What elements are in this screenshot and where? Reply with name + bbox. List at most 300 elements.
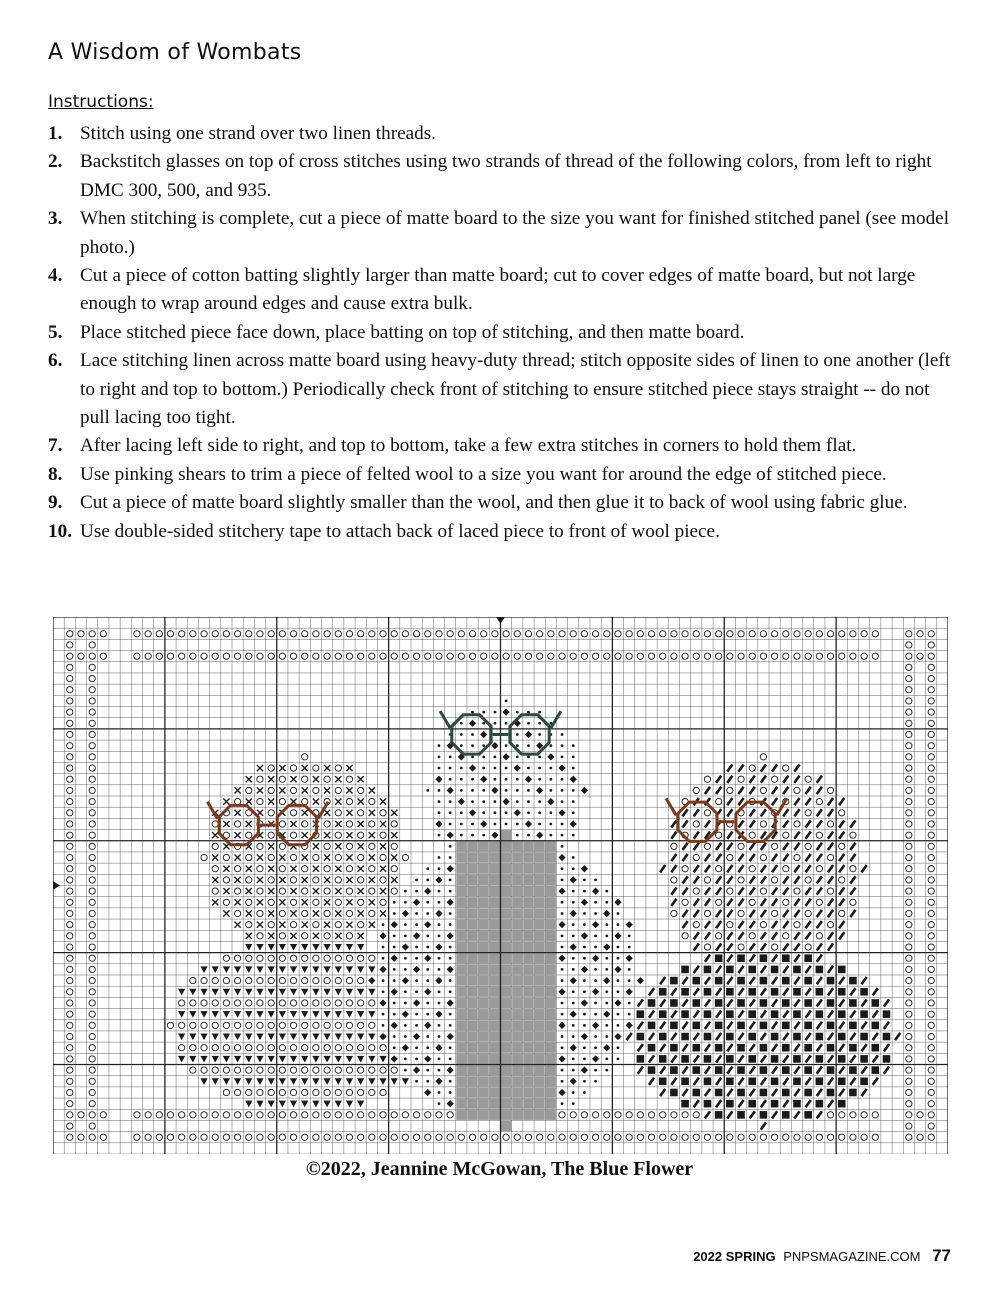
stitch-diamond — [626, 1022, 633, 1029]
stitch-slash — [716, 876, 721, 883]
stitch-circle — [212, 888, 218, 894]
stitch-diamond — [525, 731, 532, 738]
stitch-circle — [67, 709, 73, 715]
stitch-slash — [850, 1011, 855, 1018]
stitch-circle — [436, 653, 442, 659]
stitch-dot — [426, 946, 429, 949]
stitch-block — [860, 1033, 868, 1041]
stitch-circle — [67, 810, 73, 816]
stitch-circle — [89, 922, 95, 928]
stitch-circle — [906, 765, 912, 771]
stitch-block — [838, 966, 846, 974]
stitch-triangle — [245, 1078, 252, 1085]
stitch-slash — [794, 943, 799, 950]
stitch-slash — [649, 1033, 654, 1040]
list-item — [48, 432, 953, 460]
stitch-dot — [572, 1069, 575, 1072]
stitch-block — [871, 999, 879, 1007]
stitch-slash — [783, 787, 788, 794]
stitch-circle — [179, 631, 185, 637]
stitch-cross — [369, 787, 375, 793]
page-footer — [693, 1246, 951, 1266]
stitch-circle — [167, 631, 173, 637]
stitch-circle — [67, 866, 73, 872]
stitch-gray — [479, 875, 489, 885]
stitch-circle — [771, 776, 777, 782]
stitch-circle — [827, 653, 833, 659]
stitch-diamond — [614, 966, 621, 973]
stitch-block — [737, 1066, 745, 1074]
stitch-circle — [906, 933, 912, 939]
stitch-gray — [546, 1076, 556, 1086]
stitch-diamond — [637, 977, 644, 984]
stitch-circle — [928, 787, 934, 793]
stitch-triangle — [324, 1011, 331, 1018]
stitch-circle — [257, 1067, 263, 1073]
stitch-circle — [268, 653, 274, 659]
stitch-dot — [628, 979, 631, 982]
stitch-slash — [783, 1011, 788, 1018]
stitch-diamond — [558, 888, 565, 895]
stitch-block — [748, 1100, 756, 1108]
stitch-slash — [716, 910, 721, 917]
stitch-circle — [861, 1134, 867, 1140]
stitch-block — [704, 1077, 712, 1085]
stitch-block — [871, 1022, 879, 1030]
stitch-cross — [268, 910, 274, 916]
stitch-circle — [167, 1134, 173, 1140]
stitch-circle — [380, 1112, 386, 1118]
stitch-dot — [505, 778, 508, 781]
stitch-gray — [479, 1054, 489, 1064]
stitch-diamond — [413, 1067, 420, 1074]
stitch-circle — [738, 1134, 744, 1140]
stitch-gray — [479, 931, 489, 941]
stitch-triangle — [290, 1056, 297, 1063]
stitch-gray — [546, 1087, 556, 1097]
stitch-block — [637, 1010, 645, 1018]
stitch-slash — [750, 943, 755, 950]
stitch-circle — [928, 899, 934, 905]
stitch-diamond — [592, 988, 599, 995]
stitch-gray — [501, 886, 511, 896]
stitch-dot — [527, 767, 530, 770]
stitch-dot — [449, 767, 452, 770]
stitch-dot — [494, 778, 497, 781]
stitch-circle — [290, 787, 296, 793]
stitch-slash — [783, 820, 788, 827]
stitch-slash — [817, 1022, 822, 1029]
stitch-dot — [426, 979, 429, 982]
stitch-circle — [324, 933, 330, 939]
stitch-circle — [257, 631, 263, 637]
stitch-cross — [391, 810, 397, 816]
stitch-gray — [512, 1020, 522, 1030]
stitch-triangle — [189, 1056, 196, 1063]
stitch-triangle — [234, 989, 241, 996]
stitch-circle — [179, 1045, 185, 1051]
stitch-gray — [456, 942, 466, 952]
stitch-triangle — [368, 1078, 375, 1085]
stitch-circle — [335, 977, 341, 983]
stitch-slash — [873, 1055, 878, 1062]
stitch-diamond — [558, 809, 565, 816]
stitch-diamond — [626, 955, 633, 962]
stitch-cross — [235, 832, 241, 838]
stitch-circle — [67, 832, 73, 838]
stitch-triangle — [245, 989, 252, 996]
stitch-circle — [279, 821, 285, 827]
stitch-circle — [704, 631, 710, 637]
stitch-circle — [749, 832, 755, 838]
stitch-gray — [479, 897, 489, 907]
stitch-circle — [771, 877, 777, 883]
stitch-circle — [223, 1089, 229, 1095]
stitch-circle — [234, 653, 240, 659]
step-text: Use double-sided stitchery tape to attach back of laced piece to front of wool piece. — [80, 520, 720, 542]
stitch-block — [816, 1100, 824, 1108]
stitch-circle — [67, 664, 73, 670]
stitch-triangle — [324, 1078, 331, 1085]
stitch-circle — [928, 1033, 934, 1039]
stitch-circle — [425, 631, 431, 637]
stitch-circle — [906, 854, 912, 860]
stitch-block — [692, 1089, 700, 1097]
stitch-circle — [201, 1067, 207, 1073]
stitch-circle — [335, 1022, 341, 1028]
stitch-gray — [467, 976, 477, 986]
stitch-circle — [223, 899, 229, 905]
stitch-slash — [828, 1078, 833, 1085]
stitch-dot — [404, 957, 407, 960]
stitch-dot — [449, 778, 452, 781]
stitch-slash — [806, 1011, 811, 1018]
stitch-dot — [561, 946, 564, 949]
stitch-dot — [426, 789, 429, 792]
stitch-circle — [145, 1112, 151, 1118]
stitch-slash — [705, 899, 710, 906]
stitch-circle — [290, 631, 296, 637]
stitch-slash — [750, 854, 755, 861]
stitch-circle — [179, 1134, 185, 1140]
stitch-circle — [89, 989, 95, 995]
stitch-circle — [928, 955, 934, 961]
stitch-circle — [335, 787, 341, 793]
stitch-gray — [479, 1076, 489, 1086]
stitch-gray — [535, 987, 545, 997]
stitch-dot — [561, 733, 564, 736]
stitch-cross — [302, 922, 308, 928]
stitch-gray — [523, 897, 533, 907]
stitch-diamond — [413, 932, 420, 939]
stitch-slash — [750, 1089, 755, 1096]
stitch-cross — [235, 899, 241, 905]
stitch-circle — [302, 631, 308, 637]
stitch-slash — [761, 1011, 766, 1018]
stitch-circle — [749, 899, 755, 905]
stitch-slash — [772, 1067, 777, 1074]
stitch-slash — [750, 776, 755, 783]
stitch-dot — [482, 789, 485, 792]
stitch-circle — [839, 1134, 845, 1140]
stitch-circle — [89, 821, 95, 827]
stitch-circle — [760, 854, 766, 860]
stitch-dot — [561, 834, 564, 837]
stitch-diamond — [592, 1022, 599, 1029]
stitch-slash — [828, 988, 833, 995]
stitch-circle — [626, 631, 632, 637]
stitch-circle — [693, 854, 699, 860]
stitch-slash — [705, 977, 710, 984]
stitch-circle — [872, 1134, 878, 1140]
stitch-gray — [479, 920, 489, 930]
stitch-dot — [438, 1058, 441, 1061]
stitch-block — [782, 1066, 790, 1074]
stitch-circle — [290, 955, 296, 961]
stitch-circle — [805, 653, 811, 659]
stitch-circle — [89, 810, 95, 816]
stitch-slash — [884, 1044, 889, 1051]
stitch-dot — [460, 722, 463, 725]
stitch-circle — [223, 1045, 229, 1051]
stitch-circle — [469, 631, 475, 637]
stitch-slash — [783, 943, 788, 950]
stitch-slash — [638, 999, 643, 1006]
stitch-slash — [828, 865, 833, 872]
stitch-circle — [928, 776, 934, 782]
stitch-circle — [380, 854, 386, 860]
stitch-slash — [727, 776, 732, 783]
stitch-dot — [572, 856, 575, 859]
stitch-circle — [324, 1000, 330, 1006]
stitch-circle — [100, 631, 106, 637]
stitch-gray — [456, 920, 466, 930]
stitch-diamond — [435, 910, 442, 917]
stitch-dot — [426, 934, 429, 937]
stitch-circle — [268, 854, 274, 860]
stitch-circle — [346, 1000, 352, 1006]
stitch-dot — [561, 823, 564, 826]
stitch-slash — [660, 977, 665, 984]
glasses-arm — [551, 711, 561, 728]
stitch-dot — [382, 1024, 385, 1027]
stitch-circle — [537, 1134, 543, 1140]
stitch-triangle — [324, 989, 331, 996]
stitch-diamond — [570, 1078, 577, 1085]
stitch-gray — [546, 1054, 556, 1064]
stitch-diamond — [614, 899, 621, 906]
stitch-diamond — [447, 1033, 454, 1040]
stitch-circle — [279, 888, 285, 894]
stitch-dot — [482, 800, 485, 803]
stitch-circle — [212, 1067, 218, 1073]
stitch-triangle — [223, 1033, 230, 1040]
stitch-gray — [467, 1065, 477, 1075]
stitch-cross — [358, 910, 364, 916]
stitch-dot — [505, 700, 508, 703]
stitch-dot — [482, 711, 485, 714]
stitch-block — [748, 1033, 756, 1041]
stitch-circle — [313, 1067, 319, 1073]
stitch-block — [827, 977, 835, 985]
stitch-block — [804, 977, 812, 985]
stitch-dot — [505, 811, 508, 814]
stitch-dot — [415, 1013, 418, 1016]
stitch-slash — [761, 1033, 766, 1040]
stitch-circle — [447, 631, 453, 637]
stitch-circle — [67, 989, 73, 995]
stitch-circle — [313, 922, 319, 928]
stitch-block — [637, 1033, 645, 1041]
stitch-circle — [906, 776, 912, 782]
stitch-slash — [761, 966, 766, 973]
stitch-circle — [89, 653, 95, 659]
stitch-dot — [583, 890, 586, 893]
stitch-circle — [302, 1134, 308, 1140]
stitch-slash — [873, 1011, 878, 1018]
stitch-circle — [783, 866, 789, 872]
stitch-dot — [482, 722, 485, 725]
stitch-circle — [67, 720, 73, 726]
stitch-gray — [501, 964, 511, 974]
stitch-circle — [794, 787, 800, 793]
stitch-circle — [928, 1011, 934, 1017]
stitch-circle — [324, 1067, 330, 1073]
stitch-dot — [404, 1024, 407, 1027]
stitch-gray — [523, 1020, 533, 1030]
stitch-circle — [503, 631, 509, 637]
stitch-diamond — [570, 977, 577, 984]
stitch-circle — [346, 631, 352, 637]
stitch-slash — [783, 1055, 788, 1062]
stitch-circle — [246, 1112, 252, 1118]
stitch-block — [793, 988, 801, 996]
stitch-dot — [393, 979, 396, 982]
stitch-circle — [604, 1134, 610, 1140]
stitch-dot — [594, 1002, 597, 1005]
stitch-cross — [223, 799, 229, 805]
stitch-circle — [906, 1045, 912, 1051]
stitch-diamond — [626, 921, 633, 928]
stitch-dot — [617, 979, 620, 982]
stitch-triangle — [234, 1056, 241, 1063]
stitch-circle — [794, 922, 800, 928]
stitch-circle — [290, 1067, 296, 1073]
stitch-triangle — [346, 1078, 353, 1085]
stitch-circle — [906, 899, 912, 905]
stitch-cross — [246, 910, 252, 916]
stitch-block — [771, 988, 779, 996]
stitch-circle — [548, 653, 554, 659]
stitch-dot — [482, 811, 485, 814]
stitch-block — [816, 1010, 824, 1018]
stitch-dot — [561, 1013, 564, 1016]
step-number: 10. — [48, 520, 72, 542]
stitch-circle — [358, 1045, 364, 1051]
stitch-circle — [369, 1134, 375, 1140]
stitch-slash — [783, 966, 788, 973]
stitch-slash — [660, 999, 665, 1006]
step-number: 7. — [48, 435, 63, 457]
stitch-dot — [438, 1069, 441, 1072]
stitch-circle — [89, 832, 95, 838]
stitch-dot — [438, 1035, 441, 1038]
stitch-block — [648, 1022, 656, 1030]
stitch-triangle — [368, 989, 375, 996]
stitch-circle — [290, 1089, 296, 1095]
stitch-diamond — [581, 787, 588, 794]
stitch-slash — [750, 843, 755, 850]
stitch-slash — [727, 876, 732, 883]
stitch-triangle — [290, 944, 297, 951]
stitch-cross — [335, 843, 341, 849]
stitch-cross — [369, 922, 375, 928]
stitch-circle — [246, 1000, 252, 1006]
stitch-dot — [393, 1046, 396, 1049]
stitch-circle — [346, 888, 352, 894]
stitch-cross — [302, 832, 308, 838]
stitch-circle — [302, 776, 308, 782]
stitch-circle — [234, 1134, 240, 1140]
stitch-circle — [358, 1089, 364, 1095]
stitch-slash — [716, 1078, 721, 1085]
stitch-gray — [535, 1054, 545, 1064]
stitch-gray — [456, 886, 466, 896]
stitch-slash — [850, 854, 855, 861]
stitch-slash — [694, 876, 699, 883]
stitch-circle — [548, 1134, 554, 1140]
stitch-diamond — [503, 798, 510, 805]
stitch-triangle — [324, 944, 331, 951]
stitch-slash — [750, 910, 755, 917]
stitch-triangle — [301, 1056, 308, 1063]
stitch-slash — [817, 776, 822, 783]
stitch-gray — [501, 875, 511, 885]
stitch-circle — [67, 698, 73, 704]
stitch-dot — [426, 1080, 429, 1083]
stitch-circle — [369, 1022, 375, 1028]
stitch-dot — [438, 800, 441, 803]
stitch-circle — [738, 944, 744, 950]
stitch-gray — [501, 897, 511, 907]
stitch-circle — [906, 1101, 912, 1107]
stitch-circle — [67, 776, 73, 782]
stitch-gray — [501, 830, 511, 840]
stitch-circle — [570, 631, 576, 637]
stitch-slash — [794, 1111, 799, 1118]
stitch-circle — [67, 843, 73, 849]
stitch-gray — [523, 953, 533, 963]
stitch-slash — [828, 899, 833, 906]
stitch-slash — [783, 888, 788, 895]
stitch-slash — [683, 1089, 688, 1096]
stitch-triangle — [279, 1033, 286, 1040]
stitch-gray — [523, 1009, 533, 1019]
stitch-slash — [895, 1033, 900, 1040]
stitch-dot — [404, 923, 407, 926]
stitch-diamond — [491, 832, 498, 839]
stitch-block — [771, 1100, 779, 1108]
stitch-cross — [235, 877, 241, 883]
stitch-circle — [346, 1022, 352, 1028]
stitch-diamond — [402, 943, 409, 950]
step-number: 9. — [48, 492, 63, 514]
stitch-circle — [906, 843, 912, 849]
stitch-diamond — [447, 787, 454, 794]
stitch-cross — [279, 765, 285, 771]
stitch-slash — [839, 1022, 844, 1029]
stitch-dot — [617, 1024, 620, 1027]
